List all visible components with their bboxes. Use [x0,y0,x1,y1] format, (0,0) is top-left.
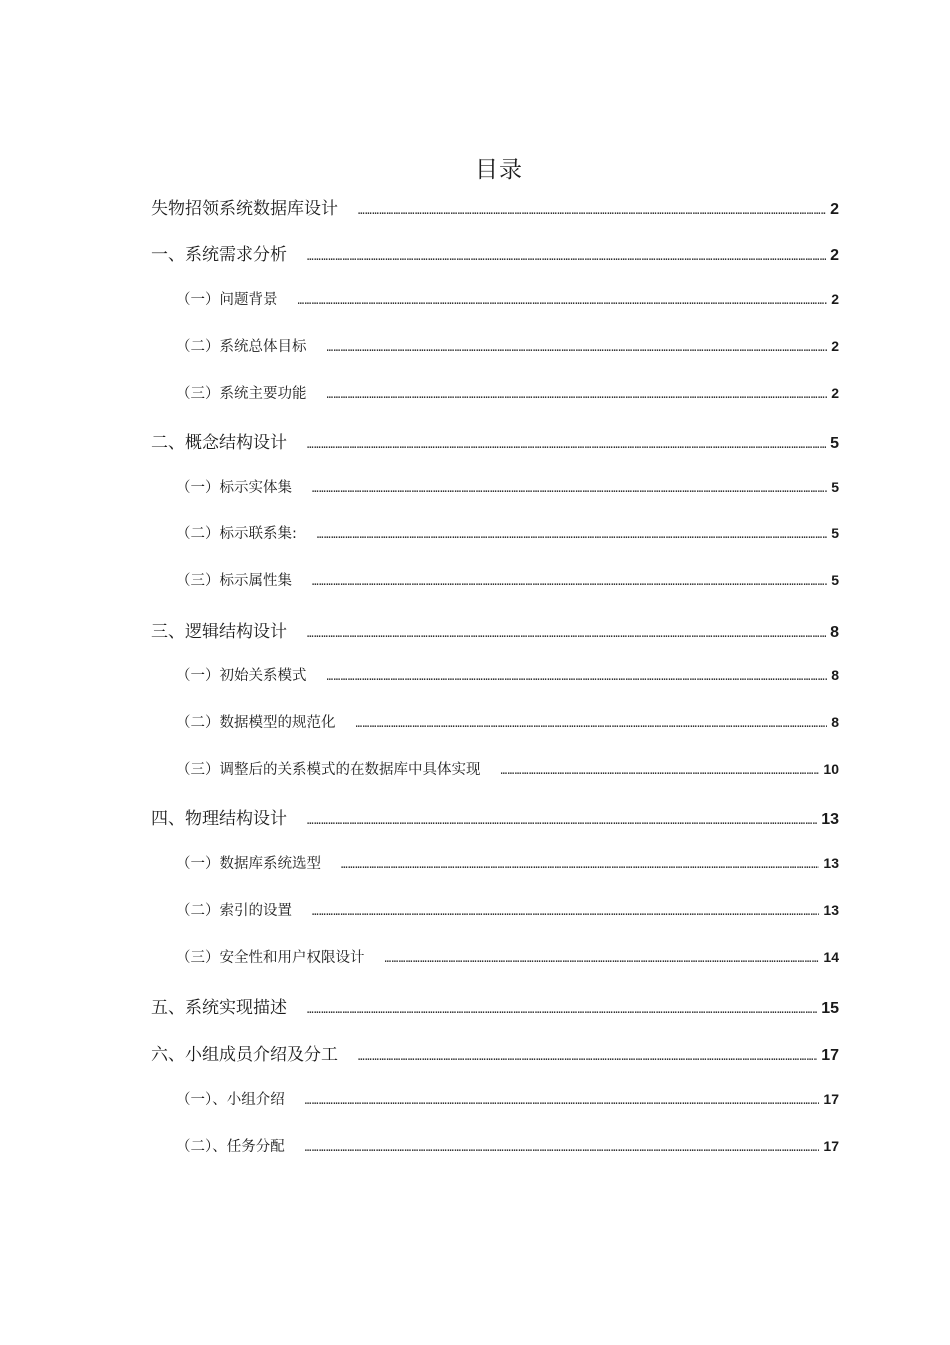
dot-leader [307,250,826,263]
dot-leader [327,670,828,683]
toc-entry[interactable] [176,1088,839,1109]
toc-entry-label: 四、物理结构设计 [151,809,287,829]
toc-entry[interactable] [151,428,839,453]
toc-entry-page: 10 [823,761,839,777]
toc-entry[interactable] [151,804,839,829]
dot-leader [312,482,827,495]
toc-entry-page: 5 [830,435,839,452]
dot-leader [356,717,828,730]
toc-entry[interactable] [176,946,839,967]
toc-entry-label: （三）安全性和用户权限设计 [176,950,365,966]
toc-entry[interactable] [176,476,839,497]
toc-entry[interactable] [176,522,839,543]
dot-leader [385,952,820,965]
dot-leader [341,858,819,871]
toc-entry-page: 13 [821,811,839,828]
toc-entry[interactable] [176,335,839,356]
toc-entry-label: 失物招领系统数据库设计 [151,199,338,219]
toc-entry-page: 8 [831,714,839,730]
toc-entry[interactable] [151,617,839,642]
toc-entry[interactable] [176,288,839,309]
toc-entry-page: 13 [823,855,839,871]
toc-entry-page: 2 [831,291,839,307]
toc-entry-page: 5 [831,479,839,495]
dot-leader [327,388,828,401]
toc-entry-page: 8 [831,667,839,683]
dot-leader [307,627,826,640]
toc-entry-page: 8 [830,624,839,641]
dot-leader [307,438,826,451]
toc-entry-page: 5 [831,525,839,541]
dot-leader [358,204,826,217]
toc-entry[interactable] [176,382,839,403]
toc-entry-page: 17 [821,1047,839,1064]
toc-entry-label: （三）调整后的关系模式的在数据库中具体实现 [176,762,481,778]
toc-entry-label: 六、小组成员介绍及分工 [151,1045,338,1065]
dot-leader [312,575,827,588]
toc-entry-label: （二）数据模型的规范化 [176,715,336,731]
toc-entry-label: 三、逻辑结构设计 [151,622,287,642]
dot-leader [312,905,819,918]
toc-entry[interactable] [176,852,839,873]
toc-entry-label: （三）标示属性集 [176,573,292,589]
toc-entry-label: （二）、任务分配 [176,1139,285,1155]
toc-entry-page: 2 [831,338,839,354]
dot-leader [317,528,827,541]
toc-entry[interactable] [151,1040,839,1065]
dot-leader [501,764,820,777]
toc-entry-label: 二、概念结构设计 [151,433,287,453]
toc-entry[interactable] [176,711,839,732]
toc-entry[interactable] [176,758,839,779]
toc-entry-page: 2 [831,385,839,401]
toc-entry-label: （二）标示联系集: [176,526,297,542]
toc-entry-page: 17 [823,1138,839,1154]
toc-entry-label: （二）系统总体目标 [176,339,307,355]
toc-entry-page: 15 [821,1000,839,1017]
toc-entry-page: 5 [831,572,839,588]
dot-leader [358,1050,817,1063]
dot-leader [305,1094,820,1107]
toc-entry-label: （一）初始关系模式 [176,668,307,684]
toc-entry-page: 2 [830,247,839,264]
toc-entry-label: 五、系统实现描述 [151,998,287,1018]
toc-entry[interactable] [176,664,839,685]
toc-entry-label: （三）系统主要功能 [176,386,307,402]
toc-entry-label: （一）标示实体集 [176,480,292,496]
toc-title: 目录 [475,157,523,184]
toc-entry[interactable] [176,899,839,920]
dot-leader [307,814,817,827]
toc-entry-label: （一）、小组介绍 [176,1092,285,1108]
toc-entry-label: （二）索引的设置 [176,903,292,919]
toc-entry-label: （一）数据库系统选型 [176,856,321,872]
dot-leader [327,341,828,354]
dot-leader [298,294,828,307]
toc-entry-page: 17 [823,1091,839,1107]
toc-entry[interactable] [176,1135,839,1156]
dot-leader [307,1003,817,1016]
toc-entry-label: 一、系统需求分析 [151,245,287,265]
toc-entry[interactable] [151,993,839,1018]
toc-entry-label: （一）问题背景 [176,292,278,308]
dot-leader [305,1141,820,1154]
toc-entry-page: 13 [823,902,839,918]
toc-entry[interactable] [151,194,839,219]
toc-entry-page: 2 [830,201,839,218]
toc-entry-page: 14 [823,949,839,965]
toc-entry[interactable] [151,240,839,265]
toc-entry[interactable] [176,569,839,590]
